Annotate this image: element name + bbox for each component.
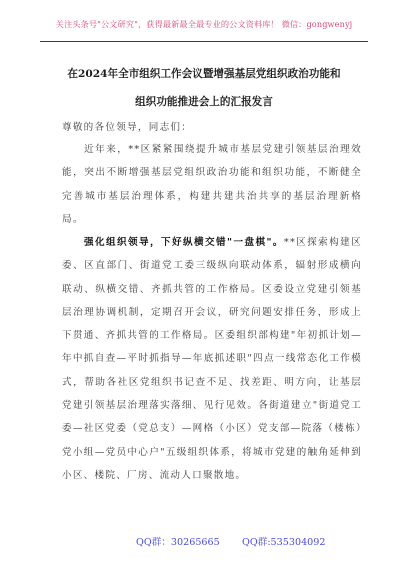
paragraph-2-lead: 强化组织领导，下好纵横交错"一盘棋"。	[84, 237, 284, 248]
header-note: 关注头条号"公文研究"，获得最新最全最专业的公文资料库！ 微信：gongwenyj	[55, 19, 353, 29]
document-title-line-1: 在2024年全市组织工作会议暨增强基层党组织政治功能和	[67, 68, 341, 80]
footer-qq-group-2: QQ群:535304092	[242, 537, 326, 548]
document-title-line-2: 组织功能推进会上的汇报发言	[135, 96, 273, 108]
footer-qq-group-1: QQ群：30265665	[136, 537, 220, 548]
paragraph-1: 近年来，**区紧紧围绕提升城市基层党建引领基层治理效能，突出不断增强基层党组织政治功能和组织功能，不断健全完善城市基层治理体系，构建共建共治共享的基层治理新格局。	[62, 144, 362, 225]
greeting: 尊敬的各位领导，同志们：	[62, 122, 193, 133]
header-divider	[40, 41, 368, 42]
paragraph-2	[62, 231, 362, 487]
paragraph-2-body: **区探索构建区委、区直部门、街道党工委三级纵向联动体系，辐射形成横向联动、纵横交错、齐抓共管的工作格局。区委设立党建引领基层治理协调机制，定期召开会议，研究问题安排任务，形成上下贯通、齐抓共管的工作格局。区委组织部构建"年初抓计划—年中抓自查—平时抓指导—年底抓述职"四点一线常态化工作模式，帮助各社区党组织书记查不足、找差距、明方向，让基层党建引领基层治理落实落细、见行见效。各街道建立"街道党工委—社区党委（党总支）—网格（小区）党支部—院落（楼栋）党小组—党员中心户"五级组织体系，将城市党建的触角延伸到小区、楼院、厂房、流动人口聚散地。	[62, 237, 363, 481]
